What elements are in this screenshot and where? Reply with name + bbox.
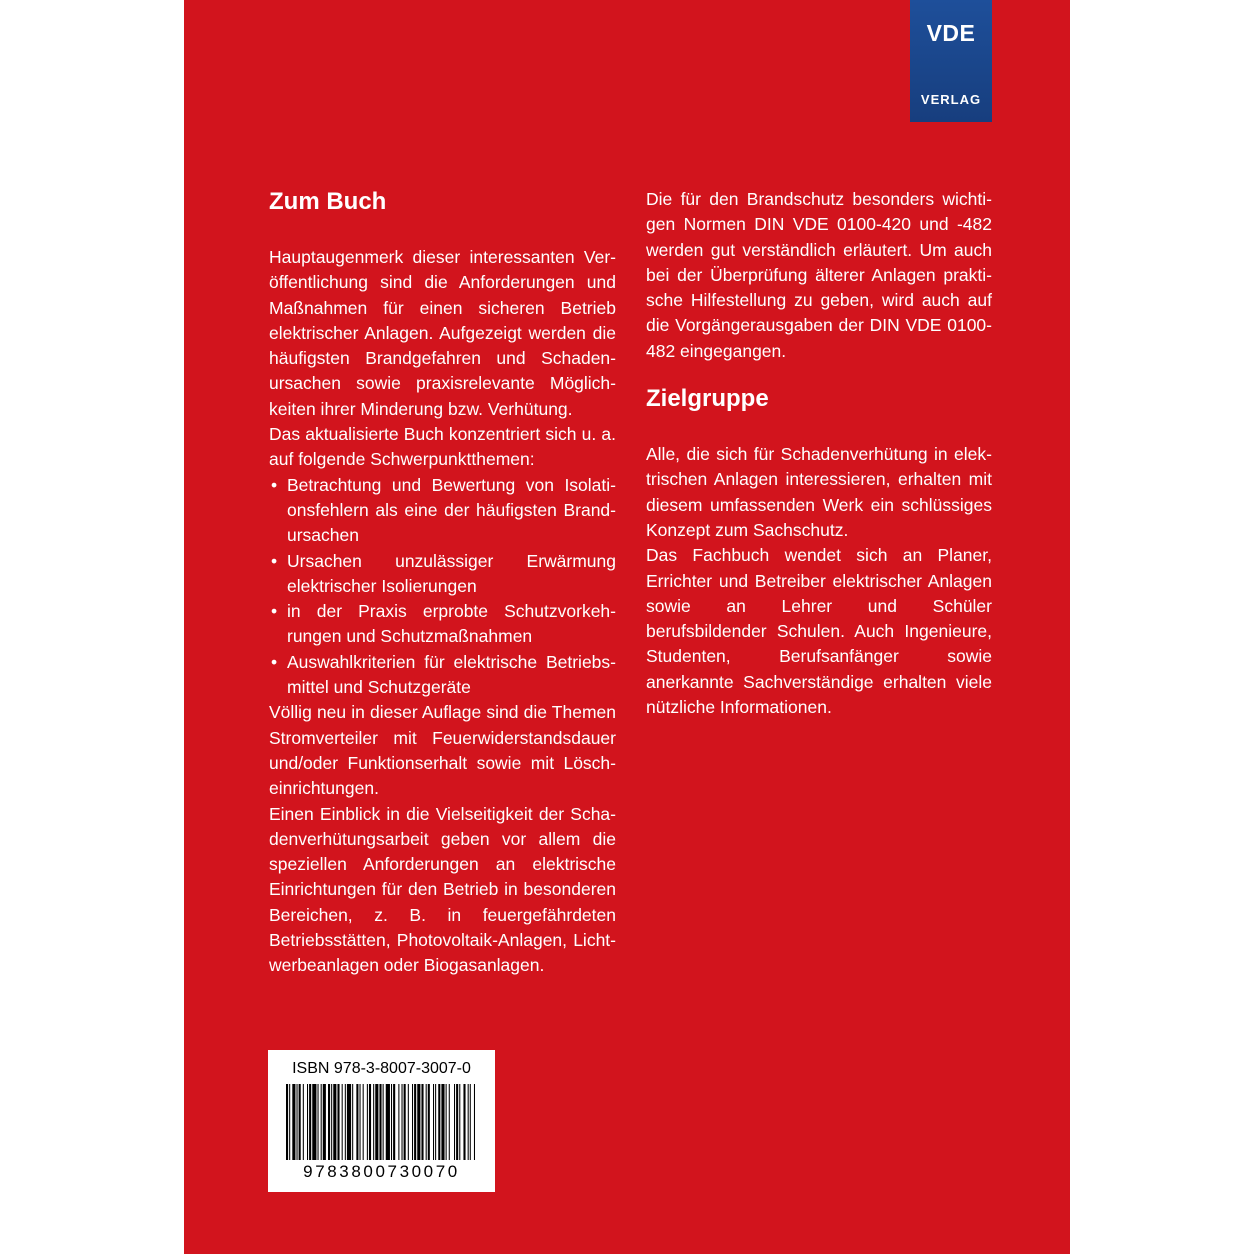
left-column [269,187,616,979]
barcode-bar [323,1084,326,1160]
barcode-bar [404,1084,406,1160]
barcode-bar [360,1084,361,1160]
norms-paragraph: Die für den Brandschutz besonders wichtigen Normen DIN VDE 0100-420 und -482 werden gut verständlich erläutert. Um auch bei der Überprüfung älterer Anlagen praktische Hilfestellung zu geben, wird auch auf die Vorgängerausgaben der DIN VDE 0100-482 eingegangen. [646,189,992,361]
logo-verlag-text: VERLAG [920,92,982,107]
list-item: • Auswahlkriterien für elektrische Betriebsmittel und Schutzgeräte [269,650,616,701]
barcode-bar [383,1084,384,1160]
barcode-bar [369,1084,371,1160]
barcode-bar [470,1084,471,1160]
barcode-bar [441,1084,444,1160]
barcode-bar [347,1084,351,1160]
barcode-bar [286,1084,288,1160]
barcode-bar [299,1084,301,1160]
barcode-bar [375,1084,378,1160]
barcode-bar [393,1084,395,1160]
barcode-bar [474,1084,475,1160]
barcode-bar [289,1084,290,1160]
new-topics-paragraph: Völlig neu in dieser Auflage sind die Themen Stromverteiler mit Feuerwiderstandsdauer und/oder Funktionserhalt sowie mit Löscheinrichtungen. [269,702,616,799]
logo-vde-text: VDE [926,20,976,46]
barcode-bar [456,1084,458,1160]
barcode-bars-icon [286,1084,477,1160]
barcode-bar [421,1084,423,1160]
barcode-bar [449,1084,450,1160]
barcode-bar [468,1084,469,1160]
barcode-bar [386,1084,390,1160]
barcode-bar [309,1084,311,1160]
list-item: • Ursachen unzulässiger Erwärmung elektrischer Isolierungen [269,549,616,600]
barcode-bar [307,1084,308,1160]
insight-paragraph: Einen Einblick in die Vielseitigkeit der Schadenverhütungsarbeit geben vor allem die speziellen Anforderungen an elektrische Einrichtungen für den Betrieb in besonderen Bereichen, z. B. in feuergefährdeten Betriebsstätten, Photovoltaik-Anlagen, Lichtwerbeanlagen oder Biogasanlagen. [269,803,616,976]
barcode-bar [337,1084,339,1160]
isbn-label: ISBN 978-3-8007-3007-0 [292,1060,471,1077]
barcode-bar [292,1084,295,1160]
barcode-bar [426,1084,427,1160]
list-item: • Betrachtung und Bewertung von Isolationsfehlern als eine der häufigsten Brandursachen [269,473,616,549]
vde-verlag-logo [910,0,992,122]
isbn-barcode [268,1050,495,1192]
barcode-bar [408,1084,409,1160]
barcode-bar [297,1084,298,1160]
barcode-bar [402,1084,403,1160]
barcode-bar [412,1084,413,1160]
barcode-bar [379,1084,381,1160]
barcode-bar [414,1084,416,1160]
barcode-bar [342,1084,343,1160]
barcode-bar [328,1084,330,1160]
barcode-bar [459,1084,460,1160]
barcode-digits: 9783800730070 [303,1162,460,1181]
barcode-bar [417,1084,420,1160]
barcode-bar [321,1084,322,1160]
heading-zum-buch: Zum Buch [269,188,387,215]
barcode-bar [446,1084,447,1160]
barcode-bar [435,1084,436,1160]
topics-list [269,473,616,701]
barcode-bar [333,1084,336,1160]
barcode-bar [373,1084,374,1160]
barcode-bar [363,1084,364,1160]
barcode-bar [331,1084,332,1160]
barcode-bar [433,1084,434,1160]
barcode-bar [356,1084,358,1160]
barcode-bar [303,1084,304,1160]
audience-more-paragraph: Das Fachbuch wendet sich an Planer, Errichter und Betreiber elektrischer Anlagen sowie an Lehrer und Schüler berufsbildender Schulen. Auch Ingenieure, Studenten, Berufsanfänger sowie anerkannte Sachverständige erhalten viele nützliche Informationen. [646,545,992,718]
barcode-bar [345,1084,346,1160]
barcode-bar [318,1084,319,1160]
intro-paragraph: Hauptaugenmerk dieser interessanten Veröffentlichung sind die Anforderungen und Maßnahmen für einen sicheren Betrieb elektrischer Anlagen. Aufgezeigt werden die häufigsten Brandgefahren und Schadenursachen sowie praxisrelevante Möglichkeiten ihrer Minderung bzw. Verhütung. [269,247,616,419]
barcode-bar [367,1084,368,1160]
topics-intro-paragraph: Das aktualisierte Buch konzentriert sich u. a. auf folgende Schwerpunktthemen: [269,424,616,470]
barcode-bar [463,1084,465,1160]
barcode-bar [438,1084,440,1160]
barcode-bar [352,1084,353,1160]
barcode-bar [391,1084,392,1160]
list-item: • in der Praxis erprobte Schutzvorkehrungen und Schutzmaßnahmen [269,599,616,650]
barcode-bar [312,1084,316,1160]
audience-paragraph: Alle, die sich für Schadenverhütung in elektrischen Anlagen interessieren, erhalten mit diesem umfassenden Werk ein schlüssiges Konzept zum Sachschutz. [646,444,992,540]
barcode-bar [454,1084,455,1160]
barcode-bar [428,1084,430,1160]
barcode-bar [398,1084,399,1160]
right-column [646,187,992,720]
heading-zielgruppe: Zielgruppe [646,385,769,413]
